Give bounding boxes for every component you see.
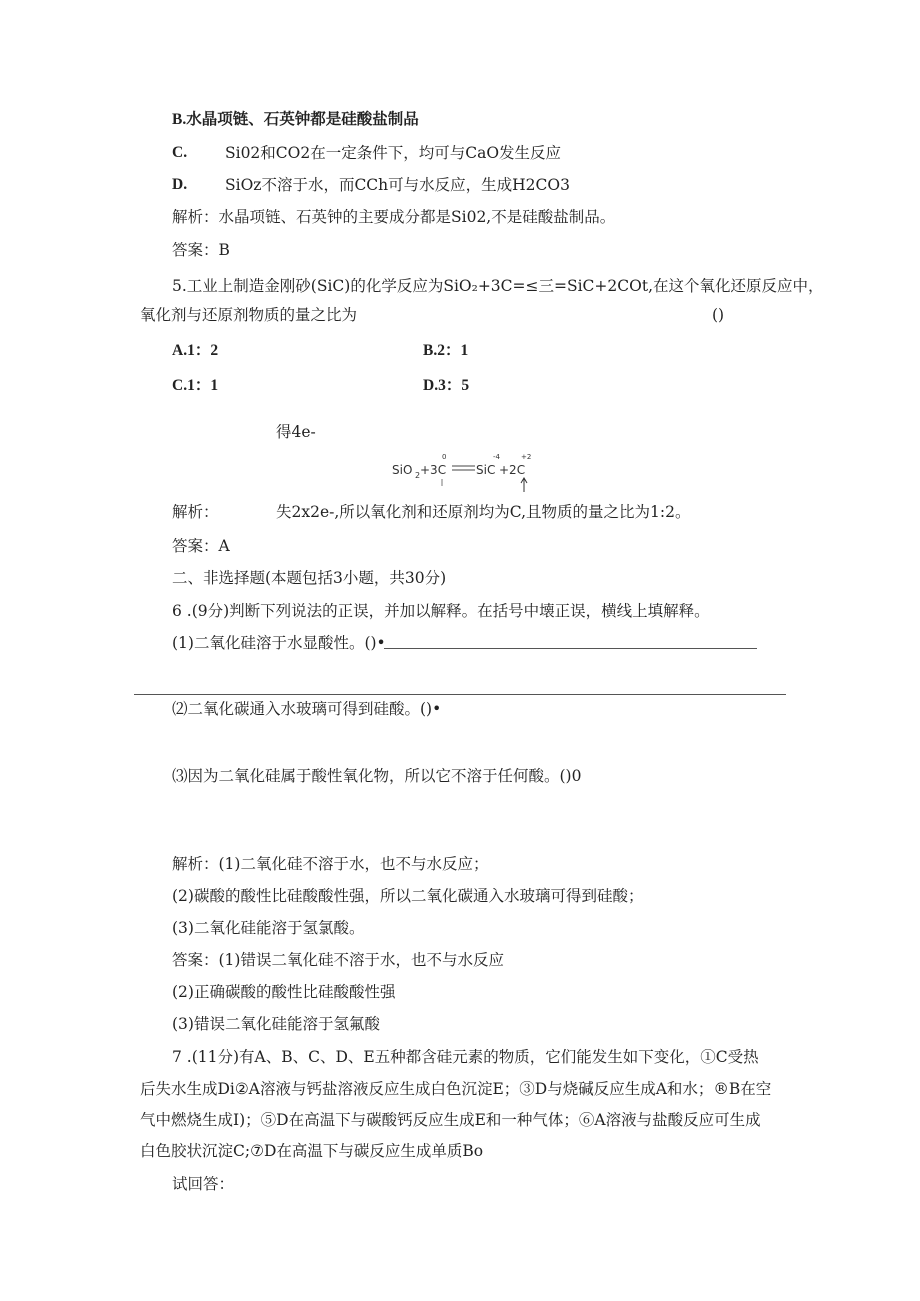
q7-line3: 气中燃烧生成I)；⑤D在高温下与碳酸钙反应生成E和一种气体；⑥A溶液与盐酸反应可生成 xyxy=(140,1111,761,1129)
q7-line4: 白色胶状沉淀C;⑦D在高温下与碳反应生成单质Bo xyxy=(140,1142,484,1160)
q6-item3: ⑶因为二氧化硅属于酸性氧化物，所以它不溶于任何酸。()0 xyxy=(172,767,582,785)
q5-analysis-label: 解析： xyxy=(172,503,219,521)
q6-analysis2: (2)碳酸的酸性比硅酸酸性强，所以二氧化碳通入水玻璃可得到硅酸； xyxy=(172,887,644,905)
q5-answer-paren: () xyxy=(712,306,725,324)
q6-item1-answer-line xyxy=(384,648,757,649)
q4-option-d-text: SiOz不溶于水，而CCh可与水反应，生成H2CO3 xyxy=(225,176,570,194)
eq-ox-state-c: 0 xyxy=(442,453,447,461)
q5-option-d: D.3：5 xyxy=(423,377,470,394)
eq-plus-2c: +2C xyxy=(499,463,526,477)
eq-sio2-subscript: 2 xyxy=(415,471,421,480)
q5-analysis-text: 失2x2e-,所以氧化剂和还原剂均为C,且物质的量之比为1:2。 xyxy=(276,503,691,521)
q5-option-b: B.2：1 xyxy=(423,342,469,359)
q4-option-c-letter: C. xyxy=(172,144,188,161)
q6-answer1: 答案：(1)错误二氧化硅不溶于水，也不与水反应 xyxy=(172,951,504,969)
eq-ox-state-sic: -4 xyxy=(493,453,500,461)
q6-item1-answer-line-2 xyxy=(134,694,786,695)
q6-analysis1: 解析：(1)二氧化硅不溶于水，也不与水反应； xyxy=(172,855,489,873)
q4-option-c-text: Si02和CO2在一定条件下，均可与CaO发生反应 xyxy=(225,144,562,162)
q4-answer: 答案：B xyxy=(172,241,230,259)
q6-stem: 6 .(9分)判断下列说法的正误，并加以解释。在括号中壊正误，横线上填解释。 xyxy=(172,602,710,620)
eq-sic: SiC xyxy=(476,463,496,477)
q5-redox-equation xyxy=(390,452,540,500)
q5-option-c: C.1：1 xyxy=(172,377,219,394)
q5-stem-line2: 氧化剂与还原剂物质的量之比为 xyxy=(140,306,358,324)
q7-prompt: 试回答： xyxy=(172,1175,235,1193)
q4-analysis: 解析：水晶项链、石英钟的主要成分都是Si02,不是硅酸盐制品。 xyxy=(172,208,616,226)
q6-item2: ⑵二氧化碳通入水玻璃可得到硅酸。()• xyxy=(172,700,442,718)
q5-gain-electrons-label: 得4e- xyxy=(276,423,316,441)
q7-line2: 后失水生成Di②A溶液与钙盐溶液反应生成白色沉淀E；③D与烧碱反应生成A和水；®B在空 xyxy=(140,1080,772,1098)
eq-ox-state-co: +2 xyxy=(521,453,532,461)
eq-sio2: SiO xyxy=(392,463,413,477)
q6-analysis3: (3)二氧化硅能溶于氢氯酸。 xyxy=(172,919,365,937)
eq-plus-3c: +3C xyxy=(420,463,447,477)
q5-option-a: A.1：2 xyxy=(172,342,219,359)
q7-line1: 7 .(11分)有A、B、C、D、E五种都含硅元素的物质，它们能发生如下变化，①C受热 xyxy=(172,1048,759,1066)
q4-option-b: B.水晶项链、石英钟都是硅酸盐制品 xyxy=(172,111,419,128)
q6-answer3: (3)错误二氧化硅能溶于氢氟酸 xyxy=(172,1015,380,1033)
q5-answer: 答案：A xyxy=(172,537,230,555)
section2-title: 二、非选择题(本题包括3小题，共30分) xyxy=(172,569,447,587)
q5-stem-line1: 5.工业上制造金刚砂(SiC)的化学反应为SiO₂+3C=≤三=SiC+2COt,在这个氧化还原反应中， xyxy=(172,277,824,295)
q6-answer2: (2)正确碳酸的酸性比硅酸酸性强 xyxy=(172,983,396,1001)
q4-option-d-letter: D. xyxy=(172,176,188,193)
q6-item1: (1)二氧化硅溶于水显酸性。()• xyxy=(172,634,386,652)
